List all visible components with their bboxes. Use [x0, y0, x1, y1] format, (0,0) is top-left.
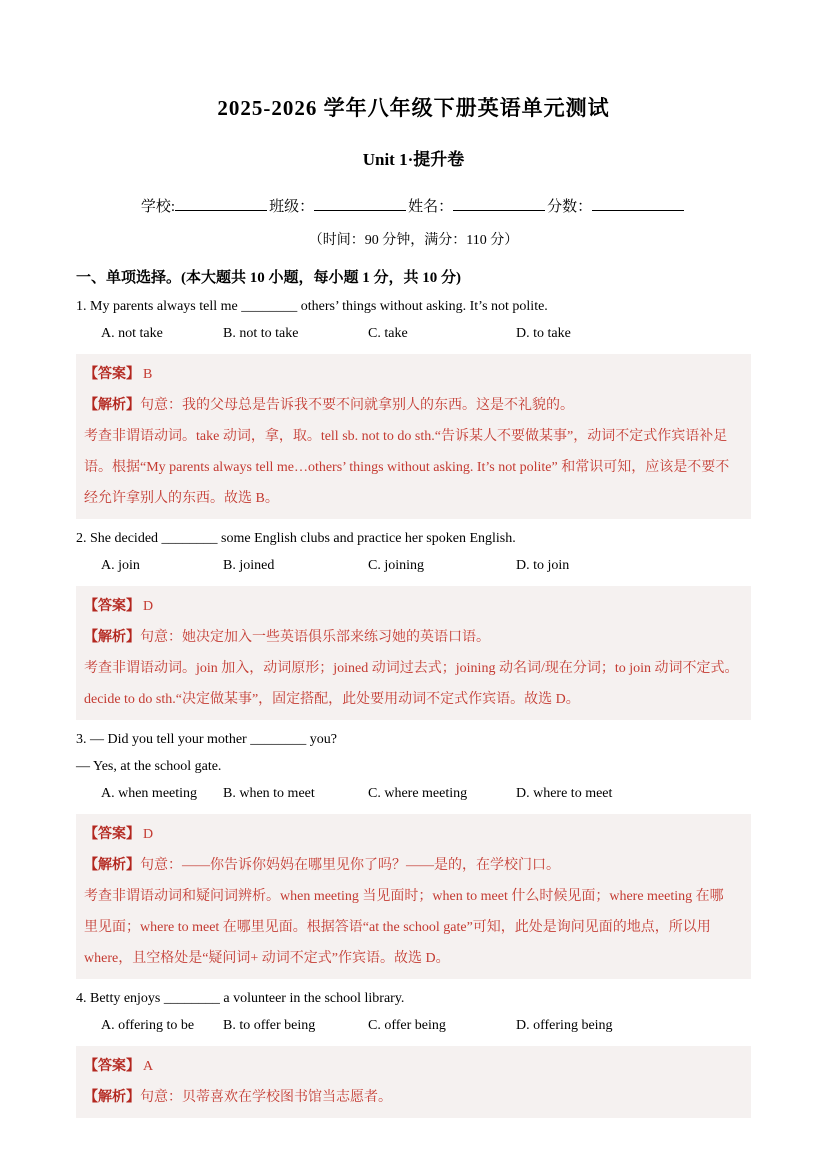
option-c: C. take — [368, 326, 408, 341]
answer-block — [76, 354, 751, 519]
option-a: A. when meeting — [101, 786, 198, 801]
page-title: 2025-2026 学年八年级下册英语单元测试 — [217, 96, 610, 120]
analysis-line — [84, 1082, 743, 1113]
answer-line — [84, 359, 743, 390]
analysis-line — [84, 622, 743, 653]
analysis-line: 里见面；where to meet 在哪里见面。根据答语“at the school gate”可知，此处是询问见面的地点，所以用 — [84, 920, 711, 935]
answer-line — [84, 591, 743, 622]
analysis-label: 【解析】 — [84, 630, 140, 645]
question-stem: 3. — Did you tell your mother ________ you? — [76, 732, 337, 747]
answer-label: 【答案】 — [84, 367, 140, 382]
analysis-line: 语。根据“My parents always tell me…others’ things without asking. It’s not polite” 和常识可知，应该是不要不 — [84, 460, 730, 475]
analysis-line: 考查非谓语动词。join 加入，动词原形；joined 动词过去式；joining 动名词/现在分词；to join 动词不定式。 — [84, 661, 739, 676]
analysis-label: 【解析】 — [84, 1090, 140, 1105]
analysis-line: 经允许拿别人的东西。故选 B。 — [84, 491, 279, 506]
analysis-label: 【解析】 — [84, 858, 140, 873]
analysis-line: 考查非谓语动词。take 动词，拿，取。tell sb. not to do sth.“告诉某人不要做某事”，动词不定式作宾语补足 — [84, 429, 728, 444]
answer-label: 【答案】 — [84, 1059, 140, 1074]
answer-block — [76, 814, 751, 979]
option-c: C. where meeting — [368, 786, 468, 801]
answer-value: B — [143, 367, 153, 382]
options-row — [76, 321, 751, 347]
option-b: B. joined — [223, 558, 275, 573]
analysis-text: 句意：——你告诉你妈妈在哪里见你了吗？——是的，在学校门口。 — [140, 858, 560, 873]
option-b: B. to offer being — [223, 1018, 316, 1033]
option-a: A. join — [101, 558, 140, 573]
answer-line — [84, 1051, 743, 1082]
analysis-line — [84, 850, 743, 881]
answer-value: D — [143, 827, 154, 842]
analysis-line — [84, 390, 743, 421]
option-d: D. where to meet — [516, 786, 613, 801]
question-4 — [76, 986, 751, 1118]
option-b: B. when to meet — [223, 786, 315, 801]
time-score-line: （时间：90 分钟，满分：110 分） — [308, 233, 519, 248]
option-d: D. to take — [516, 326, 571, 341]
options-row — [76, 781, 751, 807]
option-a: A. offering to be — [101, 1018, 195, 1033]
analysis-line: decide to do sth.“决定做某事”，固定搭配，此处要用动词不定式作宾语。故选 D。 — [84, 692, 580, 707]
answer-label: 【答案】 — [84, 827, 140, 842]
answer-value: A — [143, 1059, 154, 1074]
question-stem: 4. Betty enjoys ________ a volunteer in the school library. — [76, 991, 405, 1006]
answer-block — [76, 586, 751, 720]
school-field-blank — [175, 196, 267, 211]
question-3 — [76, 727, 751, 979]
option-d: D. to join — [516, 558, 570, 573]
options-row — [76, 1013, 751, 1039]
section-heading: 一、单项选择。(本大题共 10 小题，每小题 1 分，共 10 分) — [76, 270, 461, 286]
option-b: B. not to take — [223, 326, 299, 341]
class-field-blank — [314, 196, 406, 211]
score-field-blank — [592, 196, 684, 211]
school-field-label: 学校: — [140, 199, 176, 215]
option-c: C. offer being — [368, 1018, 446, 1033]
options-row — [76, 553, 751, 579]
answer-label: 【答案】 — [84, 599, 140, 614]
answer-value: D — [143, 599, 154, 614]
answer-block — [76, 1046, 751, 1118]
student-info-line — [76, 195, 751, 216]
analysis-text: 句意：我的父母总是告诉我不要不问就拿别人的东西。这是不礼貌的。 — [140, 398, 574, 413]
name-field-blank — [453, 196, 545, 211]
name-field-label: 姓名： — [408, 199, 454, 215]
question-stem-reply: — Yes, at the school gate. — [76, 759, 222, 774]
option-d: D. offering being — [516, 1018, 613, 1033]
score-field-label: 分数： — [547, 199, 593, 215]
class-field-label: 班级： — [269, 199, 315, 215]
question-stem: 2. She decided ________ some English clubs and practice her spoken English. — [76, 531, 516, 546]
analysis-text: 句意：她决定加入一些英语俱乐部来练习她的英语口语。 — [140, 630, 490, 645]
question-2 — [76, 526, 751, 720]
option-a: A. not take — [101, 326, 163, 341]
question-stem: 1. My parents always tell me ________ others’ things without asking. It’s not polite. — [76, 299, 548, 314]
analysis-text: 句意：贝蒂喜欢在学校图书馆当志愿者。 — [140, 1090, 392, 1105]
question-1 — [76, 294, 751, 519]
analysis-label: 【解析】 — [84, 398, 140, 413]
answer-line — [84, 819, 743, 850]
analysis-line: 考查非谓语动词和疑问词辨析。when meeting 当见面时；when to meet 什么时候见面；where meeting 在哪 — [84, 889, 724, 904]
option-c: C. joining — [368, 558, 425, 573]
analysis-line: where，且空格处是“疑问词+ 动词不定式”作宾语。故选 D。 — [84, 951, 450, 966]
paper-subtitle: Unit 1·提升卷 — [362, 150, 465, 169]
